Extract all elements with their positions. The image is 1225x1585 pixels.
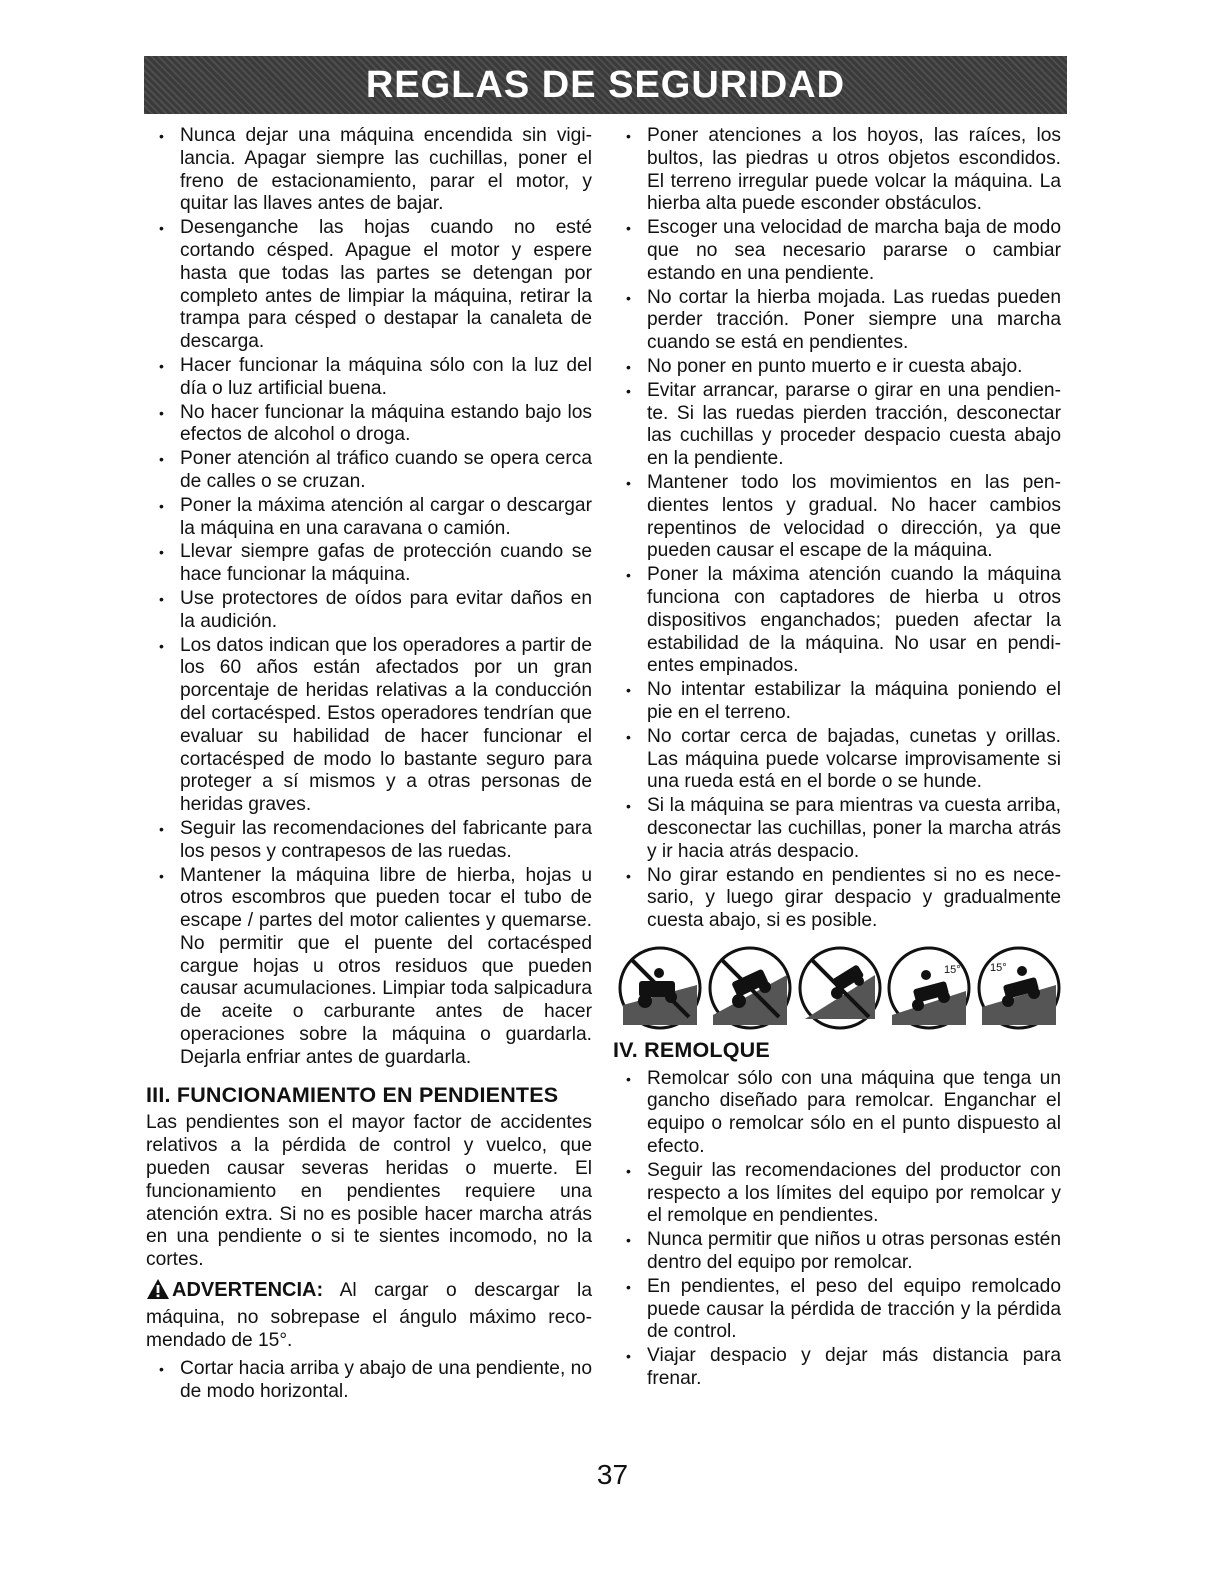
list-item: • Escoger una velocidad de marcha baja de modo que no sea necesario pararse o cambiar estando en una pendiente. — [623, 217, 1061, 285]
no-tractor-across-slope-illustration — [617, 945, 703, 1031]
slopes-list-left — [156, 1358, 592, 1404]
page-number: 37 — [596, 1459, 629, 1490]
list-item: • Evitar arrancar, pararse o girar en una pendiente. Si las ruedas pierden tracción, desconectar las cuchillas y proceder despacio cuesta abajo en la pendiente. — [623, 380, 1061, 471]
list-item: • Nunca dejar una máquina encendida sin vigilancia. Apagar siempre las cuchillas, poner el freno de estacionamiento, parar el motor, y quitar las llaves antes de bajar. — [156, 125, 592, 216]
list-item: • No poner en punto muerto e ir cuesta abajo. — [623, 356, 1061, 379]
left-column — [146, 125, 592, 1405]
list-item: • No hacer funcionar la máquina estando bajo los efectos de alcohol o droga. — [156, 402, 592, 448]
list-item: • Poner la máxima atención al cargar o descargar la máquina en una caravana o camión. — [156, 495, 592, 541]
list-item: • No girar estando en pendientes si no es necesario, y luego girar despacio y gradualmente cuesta abajo, si es posible. — [623, 865, 1061, 933]
list-item: • Seguir las recomendaciones del fabricante para los pesos y contrapesos de las ruedas. — [156, 818, 592, 864]
list-item: • Mantener la máquina libre de hierba, hojas u otros escombros que pueden tocar el tubo de escape / partes del motor calientes y quemarse. No permitir que el puente del cortacésped cargue hojas u otros residuos que pueden causar acumulaciones. Limpiar toda salpicadura de aceite o carburante antes de hacer operaciones sobre la máquina o guardarla. Dejarla enfriar antes de guardarla. — [156, 865, 592, 1070]
list-item: • Use protectores de oídos para evitar daños en la audición. — [156, 588, 592, 634]
list-item: • No intentar estabilizar la máquina poniendo el pie en el terreno. — [623, 679, 1061, 725]
slope-angle-15-degrees-illustration — [886, 945, 972, 1031]
slopes-section-heading: III. FUNCIONAMIENTO EN PENDIENTES — [146, 1082, 559, 1107]
slope-safety-illustrations — [617, 945, 1062, 1031]
list-item: • No cortar la hierba mojada. Las ruedas pueden perder tracción. Poner siempre una marcha cuando se está en pendientes. — [623, 287, 1061, 355]
towing-list — [623, 1068, 1061, 1391]
page-title: REGLAS DE SEGURIDAD — [365, 63, 846, 106]
warning-label: ADVERTENCIA: — [172, 1279, 324, 1302]
right-column — [613, 125, 1061, 1392]
list-item: • Llevar siempre gafas de protección cuando se hace funcionar la máquina. — [156, 541, 592, 587]
slope-angle-15-degrees-illustration-2 — [976, 945, 1062, 1031]
no-loading-ramp-illustration — [797, 945, 883, 1031]
warning-paragraph — [146, 1278, 592, 1352]
list-item: • Mantener todo los movimientos en las pendientes lentos y gradual. No hacer cambios repentinos de velocidad o dirección, ya que pueden causar el escape de la máquina. — [623, 472, 1061, 563]
list-item: • Seguir las recomendaciones del productor con respecto a los límites del equipo por remolcar y el remolque en pendientes. — [623, 1160, 1061, 1228]
list-item: • Viajar despacio y dejar más distancia para frenar. — [623, 1345, 1061, 1391]
no-tractor-tipping-illustration — [707, 945, 793, 1031]
safety-list-left — [156, 125, 592, 1070]
list-item: • No cortar cerca de bajadas, cunetas y orillas. Las máquina puede volcarse improvisamente si una rueda está en el borde o se hunde. — [623, 726, 1061, 794]
list-item: • En pendientes, el peso del equipo remolcado puede causar la pérdida de tracción y la pérdida de control. — [623, 1276, 1061, 1344]
list-item: • Poner atenciones a los hoyos, las raíces, los bultos, las piedras u otros objetos escondidos. El terreno irregular puede volcar la máquina. La hierba alta puede esconder obstáculos. — [623, 125, 1061, 216]
list-item: • Poner atención al tráfico cuando se opera cerca de calles o se cruzan. — [156, 448, 592, 494]
list-item: • Poner la máxima atención cuando la máquina funciona con captadores de hierba u otros dispositivos enganchados; pueden afectar la estabilidad de la máquina. No usar en pendientes empinados. — [623, 564, 1061, 678]
warning-text: Al cargar o descargar la máquina, no sobrepase el ángulo máximo recomendado de 15°. — [146, 1280, 592, 1351]
list-item: • Cortar hacia arriba y abajo de una pendiente, no de modo horizontal. — [156, 1358, 592, 1404]
list-item: • Hacer funcionar la máquina sólo con la luz del día o luz artificial buena. — [156, 355, 592, 401]
list-item: • Desenganche las hojas cuando no esté cortando césped. Apague el motor y espere hasta que todas las partes se detengan por completo antes de limpiar la máquina, retirar la trampa para césped o destapar la canaleta de descarga. — [156, 217, 592, 354]
list-item: • Nunca permitir que niños u otras personas estén dentro del equipo por remolcar. — [623, 1229, 1061, 1275]
list-item: • Los datos indican que los operadores a partir de los 60 años están afectados por un gran porcentaje de heridas relativas a la conducción del cortacésped. Estos operadores tendrían que evaluar su habilidad de hacer funcionar el cortacésped de modo lo bastante seguro para proteger a sí mismos y a otras personas de heridas graves. — [156, 635, 592, 817]
angle-label: 15° — [990, 961, 1007, 974]
list-item: • Remolcar sólo con una máquina que tenga un gancho diseñado para remolcar. Enganchar el equipo o remolcar sólo en el punto dispuesto al efecto. — [623, 1068, 1061, 1159]
warning-triangle-icon — [146, 1278, 170, 1307]
towing-section-heading: IV. REMOLQUE — [613, 1037, 770, 1062]
angle-label: 15° — [944, 963, 961, 976]
slopes-list-right — [623, 125, 1061, 933]
list-item: • Si la máquina se para mientras va cuesta arriba, desconectar las cuchillas, poner la marcha atrás y ir hacia atrás despacio. — [623, 795, 1061, 863]
section-banner — [144, 56, 1067, 114]
slopes-intro-paragraph: Las pendientes son el mayor factor de accidentes relativos a la pérdida de control y vuelco, que pueden causar severas heridas o muerte. El funcionamiento en pendientes requiere una atención extra. Si no es posible hacer marcha atrás en una pendiente o si te sientes incomodo, no la cortes. — [146, 1112, 592, 1271]
